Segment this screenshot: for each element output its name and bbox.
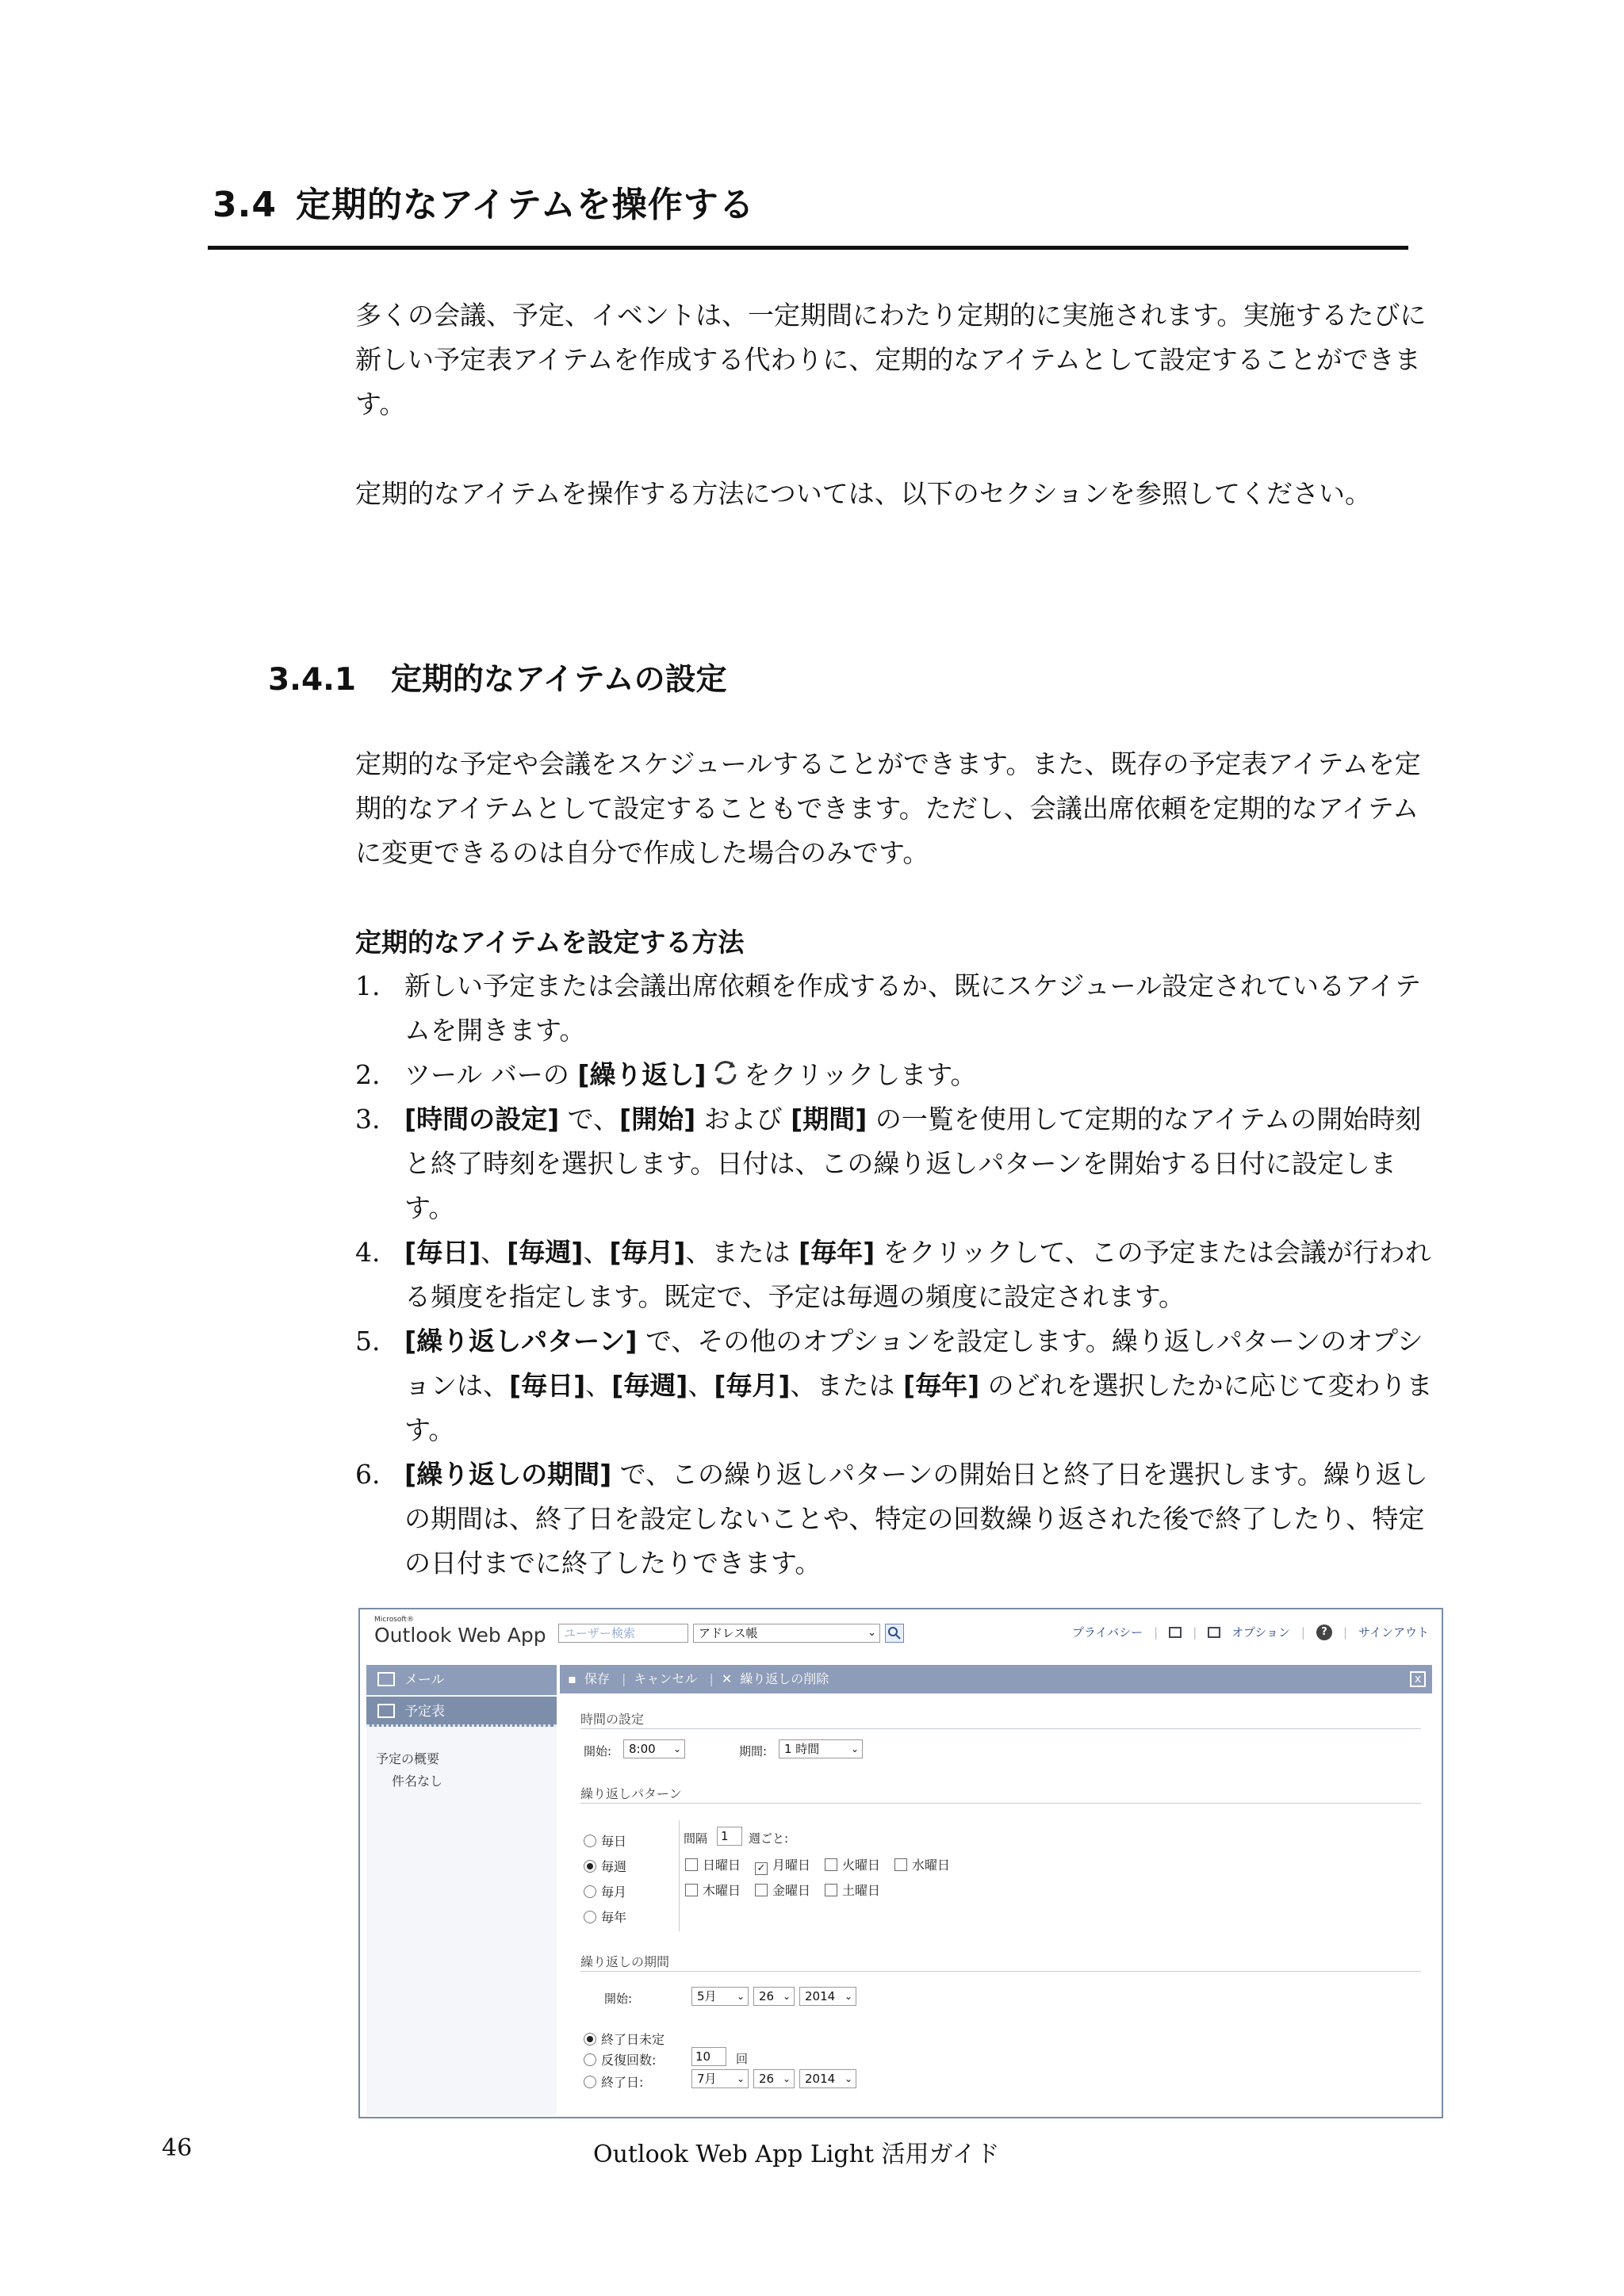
nav-mail[interactable] [366,1665,557,1695]
checkbox-saturday[interactable] [825,1881,880,1899]
radio-icon [584,2053,596,2066]
radio-label: 毎年 [601,1910,627,1925]
help-icon[interactable]: ? [1316,1624,1332,1640]
step-text: 、 [583,1237,610,1268]
start-day-value: 26 [759,1989,775,2003]
summary-heading: 予定の概要 [376,1751,440,1766]
delete-icon: ✕ [721,1671,733,1686]
heading-rule [208,246,1408,250]
checkbox-thursday[interactable] [685,1881,741,1899]
radio-label: 毎日 [601,1834,627,1849]
checkbox-label: 木曜日 [703,1883,741,1898]
chevron-down-icon: ⌄ [844,2073,852,2084]
duration-select[interactable] [779,1739,863,1758]
end-year-value: 2014 [805,2072,836,2086]
radio-selected-icon [584,1860,596,1873]
end-month-value: 7月 [697,2072,717,2086]
chevron-down-icon: ⌄ [672,1743,681,1755]
ui-term: [毎日] [404,1237,481,1268]
start-year-select[interactable] [799,1987,856,2006]
checkbox-icon [685,1858,698,1871]
nav-calendar[interactable] [366,1697,557,1727]
step-text: 、または [685,1237,799,1268]
end-year-select[interactable] [799,2069,856,2088]
section-number: 3.4 [213,185,277,225]
step-text: 、 [585,1370,612,1401]
privacy-link[interactable]: プライバシー [1071,1625,1143,1640]
step-number: 5. [355,1326,381,1357]
radio-selected-icon [584,2033,596,2045]
radio-monthly[interactable] [584,1882,626,1900]
step-3 [355,1097,1434,1230]
checkbox-label: 月曜日 [772,1858,811,1873]
options-icon [1208,1627,1220,1638]
top-links [1072,1624,1429,1640]
chevron-down-icon: ⌄ [736,1991,745,2002]
ui-term: [毎週] [611,1370,688,1401]
repeat-icon [710,1057,741,1089]
start-time-value: 8:00 [629,1742,656,1756]
radio-label: 反復回数: [601,2053,657,2068]
time-heading: 時間の設定 [580,1712,645,1727]
start-year-value: 2014 [805,1989,836,2003]
range-heading: 繰り返しの期間 [580,1954,670,1969]
checkbox-label: 火曜日 [842,1858,881,1873]
mail-icon [377,1672,395,1686]
step-number: 1. [355,970,381,1001]
section-heading [213,176,755,227]
divider: | [1300,1624,1305,1640]
save-icon: ▪ [568,1671,576,1686]
check-icon: ✓ [755,1862,768,1875]
page-number: 46 [162,2134,193,2162]
checkbox-friday[interactable] [755,1881,810,1899]
step-text: で、その他のオプションを設定します。繰り返しパターンのオプションは、 [404,1326,1423,1401]
intro-paragraph-1: 多くの会議、予定、イベントは、一定期間にわたり定期的に実施されます。実施するたびに新しい予定表アイテムを作成する代わりに、定期的なアイテムとして設定することができます。 [355,300,1427,419]
main-pane [560,1665,1432,2115]
radio-end-by[interactable] [584,2072,643,2091]
step-4 [355,1230,1434,1319]
step-text: をクリックします。 [744,1059,977,1090]
start-day-select[interactable] [753,1987,795,2006]
ui-term: [毎月] [609,1237,686,1268]
radio-label: 終了日: [601,2075,644,2090]
search-icon [886,1624,903,1642]
radio-label: 毎週 [601,1859,627,1874]
checkbox-icon [894,1858,907,1871]
start-month-select[interactable] [691,1987,749,2006]
options-link[interactable]: オプション [1231,1625,1290,1640]
procedure-steps [355,964,1434,1586]
step-1 [355,964,1434,1053]
step-number: 6. [355,1459,381,1490]
end-day-select[interactable] [753,2069,795,2088]
chevron-down-icon: ⌄ [850,1743,859,1755]
pattern-heading: 繰り返しパターン [580,1786,682,1801]
step-number: 4. [355,1237,381,1268]
checkbox-tuesday[interactable] [825,1855,880,1873]
ui-term: [毎週] [507,1237,584,1268]
ui-term: [開始] [619,1104,696,1135]
address-book-select[interactable] [693,1624,880,1643]
microsoft-label: Microsoft® [374,1616,414,1624]
divider: | [1193,1624,1197,1640]
save-button[interactable]: 保存 [584,1671,610,1686]
nav-calendar-label: 予定表 [404,1704,445,1720]
intro-paragraph-2: 定期的なアイテムを操作する方法については、以下のセクションを参照してください。 [355,478,1372,509]
ui-term: [時間の設定] [404,1104,560,1135]
range-start-label: 開始: [604,1992,633,2006]
radio-end-after[interactable] [584,2050,656,2068]
subsection-title: 定期的なアイテムの設定 [391,662,727,698]
radio-label: 毎月 [601,1885,627,1900]
section-title: 定期的なアイテムを操作する [295,185,755,225]
step-text: ツール バーの [404,1059,569,1090]
interval-suffix: 週ごと: [749,1831,789,1846]
ui-term: [期間] [791,1104,868,1135]
step-5 [355,1319,1434,1452]
chevron-down-icon: ⌄ [782,1991,791,2002]
duration-label: 期間: [739,1744,768,1758]
subsection-paragraph: 定期的な予定や会議をスケジュールすることができます。また、既存の予定表アイテムを定期的なアイテムとして設定することもできます。ただし、会議出席依頼を定期的なアイテムに変更できるのは自分で作成した場合のみです。 [355,748,1421,868]
owa-screenshot [358,1608,1443,2118]
checkbox-icon [825,1884,837,1896]
owa-top-bar [360,1609,1442,1660]
step-text: 、 [481,1237,508,1268]
ui-term: [繰り返し] [577,1059,707,1090]
radio-icon [584,2076,596,2088]
divider: | [621,1671,626,1686]
divider: | [1342,1624,1348,1640]
radio-no-end[interactable] [584,2030,665,2048]
radio-icon [584,1885,596,1898]
step-text: および [695,1104,791,1135]
cancel-button[interactable]: キャンセル [634,1671,698,1686]
ui-term: [毎月] [714,1370,791,1401]
start-month-value: 5月 [697,1989,717,2003]
end-month-select[interactable] [691,2069,749,2088]
radio-icon [584,1835,596,1847]
checkbox-label: 金曜日 [772,1883,811,1898]
step-text: のどれを選択したかに応じて変わります。 [404,1370,1433,1445]
delete-recurrence-button[interactable]: 繰り返しの削除 [740,1671,829,1686]
step-text: で、 [559,1104,620,1135]
checkbox-wednesday[interactable] [894,1855,950,1873]
ui-term: [繰り返しの期間] [404,1459,612,1490]
divider [679,1820,680,1931]
address-book-icon[interactable] [1169,1627,1182,1638]
close-button[interactable]: x [1410,1671,1426,1687]
occurrence-input[interactable]: 10 [691,2047,726,2066]
chevron-down-icon: ⌄ [868,1627,876,1639]
address-book-label: アドレス帳 [699,1626,758,1640]
owa-logo: Outlook Web App [374,1624,546,1647]
search-button[interactable] [885,1624,904,1643]
step-2 [355,1053,1434,1097]
checkbox-label: 日曜日 [703,1858,741,1873]
step-text: で、この繰り返しパターンの開始日と終了日を選択します。繰り返しの期間は、終了日を設定しないことや、特定の回数繰り返された後で終了したり、特定の日付までに終了したりできます。 [404,1459,1428,1578]
footer-title: Outlook Web App Light 活用ガイド [593,2141,1000,2168]
search-input[interactable]: ユーザー検索 [558,1624,688,1643]
radio-yearly[interactable] [584,1908,626,1926]
chevron-down-icon: ⌄ [782,2073,791,2084]
ui-term: [毎日] [509,1370,586,1401]
ui-term: [毎年] [799,1237,875,1268]
ui-term: [毎年] [903,1370,980,1401]
divider: | [709,1671,714,1686]
divider [580,1803,1421,1804]
radio-icon [584,1911,596,1923]
duration-value: 1 時間 [784,1742,820,1756]
checkbox-icon [685,1884,698,1896]
interval-input[interactable]: 1 [717,1827,742,1846]
step-text: の一覧を使用して定期的なアイテムの開始時刻と終了時刻を選択します。日付は、この繰り返しパターンを開始する日付に設定します。 [404,1104,1422,1223]
checkbox-sunday[interactable] [685,1855,741,1873]
radio-label: 終了日未定 [601,2032,665,2047]
radio-daily[interactable] [584,1831,626,1850]
subsection-heading [268,655,727,699]
checkbox-monday[interactable] [755,1855,810,1875]
end-day-value: 26 [759,2072,775,2086]
radio-weekly[interactable] [584,1857,626,1875]
start-label: 開始: [584,1744,612,1758]
step-6 [355,1452,1434,1586]
calendar-icon [377,1704,395,1718]
checkbox-icon [825,1858,837,1871]
step-text: をクリックして、この予定または会議が行われる頻度を指定します。既定で、予定は毎週の頻度に設定されます。 [404,1237,1431,1312]
checkbox-icon [755,1884,768,1896]
nav-mail-label: メール [404,1672,445,1688]
left-pane [366,1665,557,2115]
subsection-number: 3.4.1 [268,662,357,698]
interval-label: 間隔 [684,1831,708,1846]
summary-item[interactable]: 件名なし [392,1774,443,1789]
checkbox-label: 水曜日 [912,1858,951,1873]
divider: | [1154,1624,1159,1640]
occurrence-suffix: 回 [736,2052,749,2066]
chevron-down-icon: ⌄ [844,1991,852,2002]
step-number: 3. [355,1104,381,1135]
divider [580,1971,1421,1972]
divider [580,1728,1421,1729]
step-text: 、 [688,1370,714,1401]
chevron-down-icon: ⌄ [736,2073,745,2084]
checkbox-label: 土曜日 [842,1883,881,1898]
start-time-select[interactable] [623,1739,685,1758]
signout-link[interactable]: サインアウト [1358,1625,1429,1640]
step-text: 新しい予定または会議出席依頼を作成するか、既にスケジュール設定されているアイテムを開きます。 [404,970,1422,1046]
procedure-title: 定期的なアイテムを設定する方法 [355,927,745,958]
step-number: 2. [355,1059,381,1090]
ui-term: [繰り返しパターン] [404,1326,638,1357]
toolbar [560,1665,1432,1693]
step-text: 、または [790,1370,904,1401]
